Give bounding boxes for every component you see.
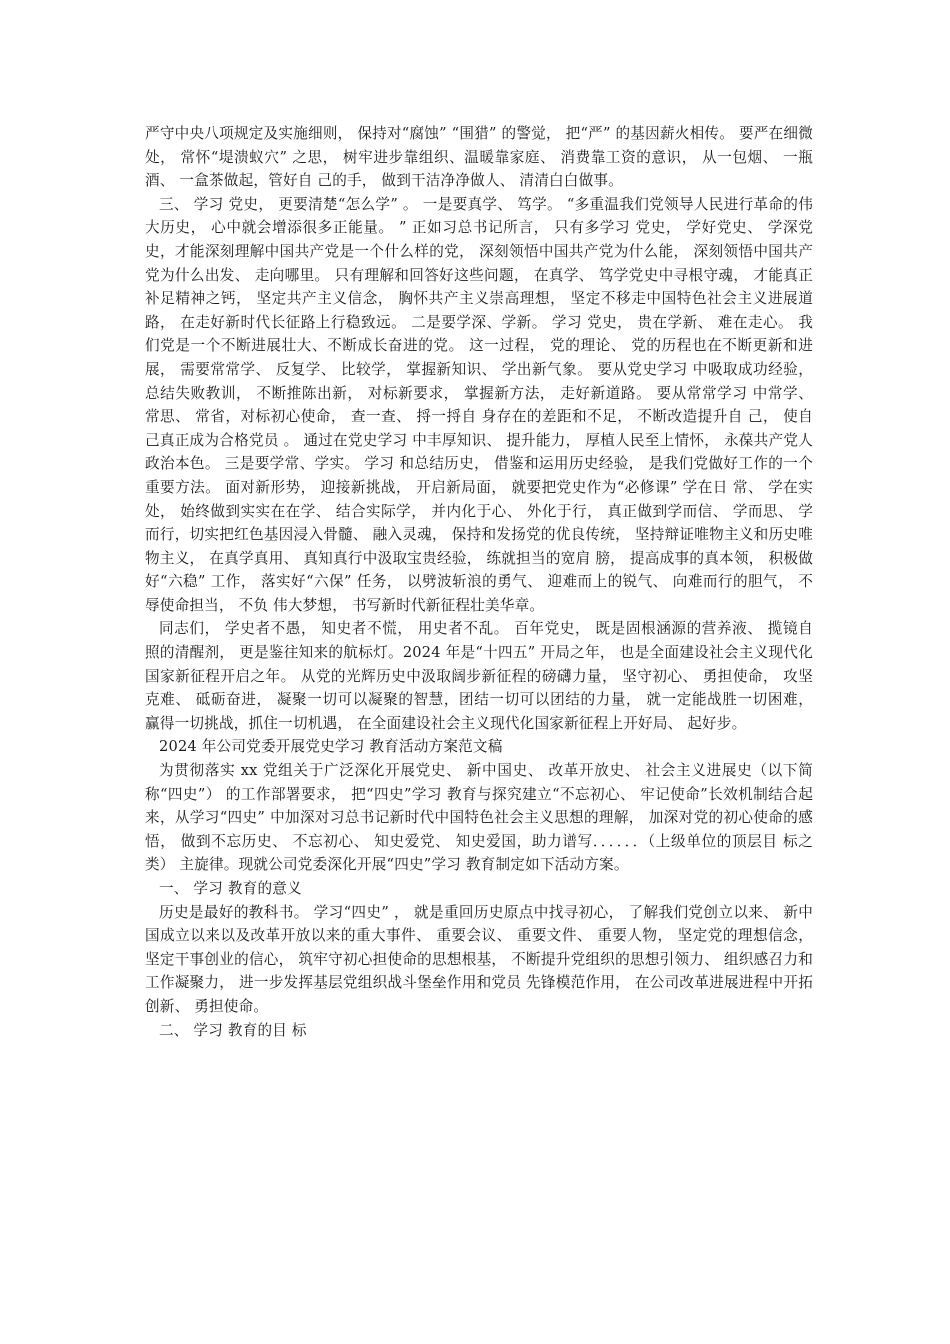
paragraph-3: 同志们， 学史者不愚， 知史者不慌， 用史者不乱。 百年党史， 既是固根涵源的营养液、 揽镜自 照的清醒剂， 更是鉴往知来的航标灯。2024 年是“十四五” 开局之年， 也是全面建设社会主义现代化国家新征程开启之年。 从党的光辉历史中汲取阔步新征程的磅礴力量， 坚守初心、 勇担使命， 攻坚克难、 砥砺奋进， 凝聚一切可以凝聚的智慧，团结一切可以团结的力量， 就一定能战胜一切困难， 赢得一切挑战，抓住一切机遇， 在全面建设社会主义现代化国家新征程上开好局、 起好步。 (145, 620, 818, 732)
section-heading-2: 二、 学习 教育的目 标 (159, 1021, 307, 1039)
paragraph-2: 三、 学习 党史， 更要清楚“怎么学” 。 一是要真学、 笃学。 “多重温我们党领导人民进行革命的伟大历史， 心中就会增添很多正能量。 ” 正如习总书记所言， 只有多学习 党史， 学好党史、 学深党史，才能深刻理解中国共产党是一个什么样的党， 深刻领悟中国共产党为什么能， 深刻领悟中国共产党为什么出发、 走向哪里。 只有理解和回答好这些问题， 在真学、 笃学党史中寻根守魂， 才能真正补足精神之钙， 坚定共产主义信念， 胸怀共产主义崇高理想， 坚定不移走中国特色社会主义进展道路， 在走好新时代长征路上行稳致远。 二是要学深、学新。 学习 党史， 贵在学新、 难在走心。 我们党是一个不断进展壮大、不断成长奋进的党。 这一过程， 党的理论、 党的历程也在不断更新和进展， 需要常常学、 反复学、 比较学， 掌握新知识、 学出新气象。 要从党史学习 中吸取成功经验， 总结失败教训， 不断推陈出新， 对标新要求， 掌握新方法， 走好新道路。 要从常常学习 中常学、 常思、 常省，对标初心使命， 查一查、 捋一捋自 身存在的差距和不足， 不断改造提升自 己， 使自己真正成为合格党员 。 通过在党史学习 中丰厚知识、 提升能力， 厚植人民至上情怀， 永葆共产党人政治本色。 三是要学常、学实。 学习 和总结历史， 借鉴和运用历史经验， 是我们党做好工作的一个重要方法。 面对新形势， 迎接新挑战， 开启新局面， 就要把党史作为“必修课” 学在日 常、 学在实处， 始终做到实实在在学、 结合实际学， 并内化于心、 外化于行， 真正做到学而信、 学而思、 学而行，切实把红色基因浸入骨髓、 融入灵魂， 保持和发扬党的优良传统， 坚持辩证唯物主义和历史唯物主义， 在真学真用、 真知真行中汲取宝贵经验， 练就担当的宽肩 膀， 提高成事的真本领， 积极做好“六稳” 工作， 落实好“六保” 任务， 以劈波斩浪的勇气、 迎难而上的锐气、 向难而行的胆气， 不辱使命担当， 不负 伟大梦想， 书写新时代新征程壮美华章。 (145, 195, 818, 614)
paragraph-7: 历史是最好的教科书。 学习“四史” ， 就是重回历史原点中找寻初心， 了解我们党创立以来、 新中国成立以来以及改革开放以来的重大事件、 重要会议、 重要文件、 重要人物， 坚定党的理想信念， 坚定干事创业的信心， 筑牢守初心担使命的思想根基， 不断提升党组织的思想引领力、 组织感召力和工作凝聚力， 进一步发挥基层党组织战斗堡垒作用和党员 先锋模范作用， 在公司改革进展进程中开拓创新、 勇担使命。 (145, 903, 818, 1015)
section-heading-1: 一、 学习 教育的意义 (159, 880, 302, 897)
document-title: 2024 年公司党委开展党史学习 教育活动方案范文稿 (159, 738, 503, 756)
paragraph-1: 严守中央八项规定及实施细则， 保持对“腐蚀” “围猎” 的警觉， 把“严” 的基因薪火相传。 要严在细微处， 常怀“堤溃蚁穴” 之思， 树牢进步靠组织、温暖靠家庭、 消费靠工资的意识， 从一包烟、 一瓶酒、 一盒茶做起，管好自 己的手， 做到干洁净净做人、 清清白白做事。 (145, 125, 813, 190)
document-page (145, 122, 818, 1042)
paragraph-5: 为贯彻落实 xx 党组关于广泛深化开展党史、 新中国史、 改革开放史、 社会主义进展史（以下简称“四史”） 的工作部署要求， 把“四史”学习 教育与探究建立“不忘初心、 牢记使命”长效机制结合起来，从学习“四史” 中加深对习总书记新时代中国特色社会主义思想的理解， 加深对党的初心使命的感悟， 做到不忘历史、 不忘初心、 知史爱党、 知史爱国，助力谱写．．．．．．（上级单位的顶层目 标之类） 主旋律。现就公司党委深化开展“四史”学习 教育制定如下活动方案。 (145, 762, 813, 874)
